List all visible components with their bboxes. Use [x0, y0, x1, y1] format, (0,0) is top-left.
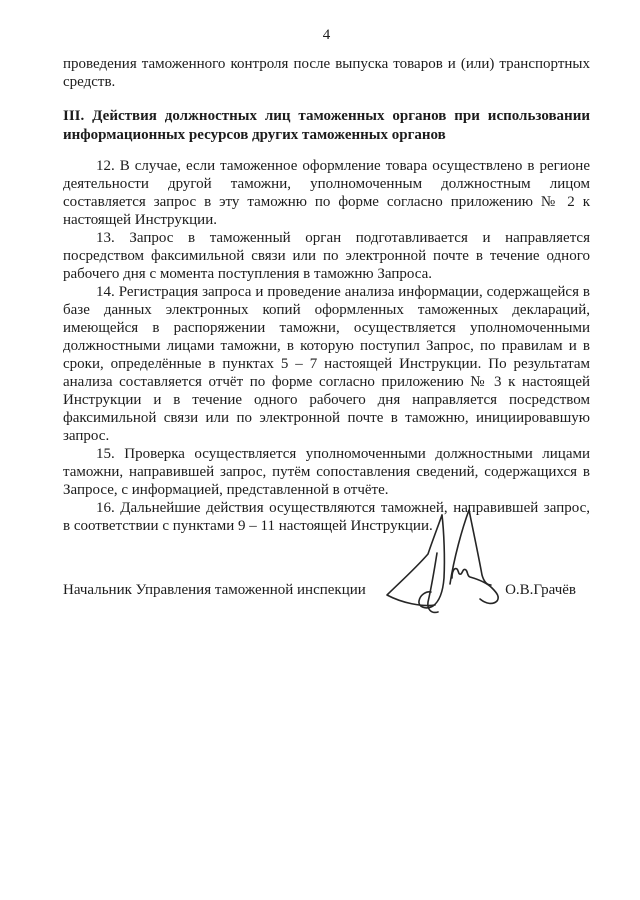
paragraph-list: [63, 157, 590, 535]
intro-continuation-paragraph: проведения таможенного контроля после выпуска товаров и (или) транспортных средств.: [63, 56, 590, 90]
paragraph-12: 12. В случае, если таможенное оформление товара осуществлено в регионе деятельности другой таможни, уполномоченным должностным лицом составляется запрос в эту таможню по форме согласно приложению № 2 к настоящей Инструкции.: [63, 158, 590, 228]
paragraph-14: 14. Регистрация запроса и проведение анализа информации, содержащейся в базе данных электронных копий оформленных таможенных деклараций, имеющейся в распоряжении таможни, осуществляется уполномоченными должностными лицами таможни, в которую поступил Запрос, по правилам и в сроки, определённые в пунктах 5 – 7 настоящей Инструкции. По результатам анализа составляется отчёт по форме согласно приложению № 3 к настоящей Инструкции и в течение одного рабочего дня направляется посредством факсимильной связи или по электронной почте в таможню, инициировавшую запрос.: [63, 284, 590, 444]
signature-block: [63, 581, 590, 599]
paragraph-16: 16. Дальнейшие действия осуществляются таможней, направившей запрос, в соответствии с пунктами 9 – 11 настоящей Инструкции.: [63, 500, 590, 534]
paragraph-13: 13. Запрос в таможенный орган подготавливается и направляется посредством факсимильной связи или по электронной почте в течение одного рабочего дня с момента поступления в таможню Запроса.: [63, 230, 590, 282]
page-number: 4: [322, 27, 331, 43]
section-heading: III. Действия должностных лиц таможенных органов при использовании информационных ресурсов других таможенных органов: [63, 108, 590, 143]
signature-title: Начальник Управления таможенной инспекции: [63, 582, 366, 598]
paragraph-15: 15. Проверка осуществляется уполномоченными должностными лицами таможни, направившей запрос, путём сопоставления сведений, содержащихся в Запросе, с информацией, представленной в отчёте.: [63, 446, 590, 498]
signature-name: О.В.Грачёв: [505, 582, 576, 598]
